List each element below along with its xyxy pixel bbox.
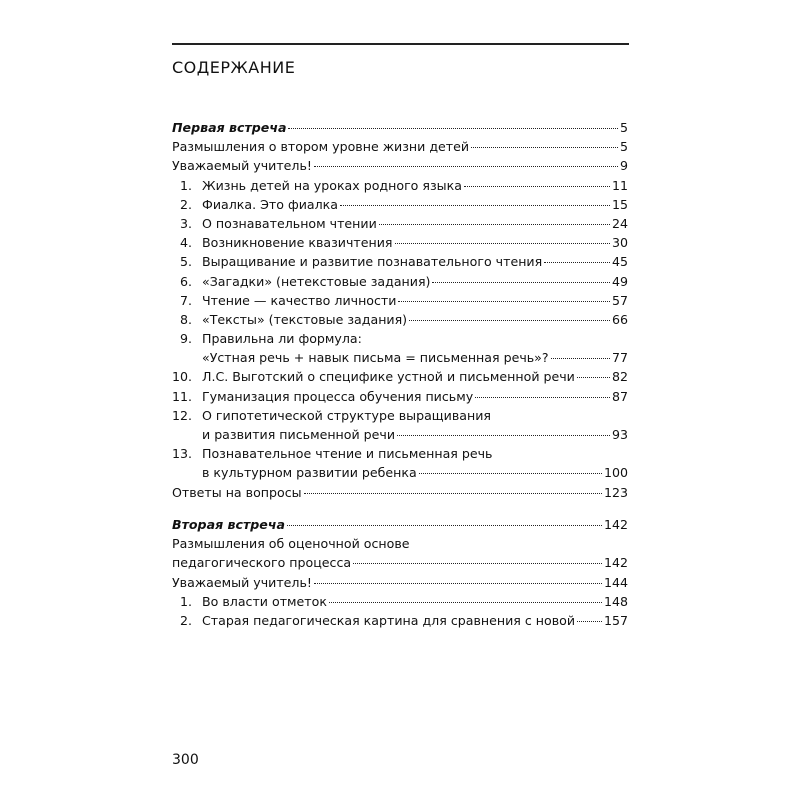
dot-leader — [304, 493, 602, 494]
toc-entry-continuation — [172, 348, 628, 367]
page-ref: 142 — [603, 555, 628, 571]
dot-leader — [577, 621, 602, 622]
entry-text: Л.С. Выготский о специфике устной и письменной речи — [202, 369, 575, 385]
toc-entry — [172, 534, 628, 553]
dot-leader — [398, 301, 610, 302]
page-ref: 15 — [611, 196, 628, 212]
toc-entry — [172, 156, 628, 175]
dot-leader — [409, 320, 610, 321]
toc-entry — [172, 272, 628, 291]
dot-leader — [471, 147, 618, 148]
entry-text: Познавательное чтение и письменная речь — [202, 446, 493, 462]
dot-leader — [464, 186, 610, 187]
dot-leader — [397, 435, 610, 436]
page-ref: 142 — [603, 517, 628, 532]
top-rule — [172, 43, 629, 45]
entry-text: «Устная речь + навык письма = письменная речь»? — [202, 350, 549, 366]
toc-entry — [172, 611, 628, 630]
toc-entry — [172, 406, 628, 425]
page-ref: 100 — [603, 465, 628, 481]
page-ref: 77 — [611, 350, 628, 366]
dot-leader — [287, 525, 602, 526]
toc-entry — [172, 329, 628, 348]
section-title: Первая встреча — [172, 120, 287, 135]
dot-leader — [577, 377, 610, 378]
toc-entry — [172, 310, 628, 329]
entry-text: Фиалка. Это фиалка — [202, 196, 339, 212]
entry-number: 3. — [179, 215, 192, 231]
toc-entry — [172, 233, 628, 252]
page-ref: 30 — [611, 235, 628, 251]
page-ref: 9 — [619, 158, 628, 174]
page-ref: 49 — [611, 273, 628, 289]
toc-entry-continuation — [172, 553, 628, 572]
page-ref: 157 — [603, 612, 628, 628]
entry-text: Жизнь детей на уроках родного языка — [202, 177, 462, 193]
entry-number: 1. — [179, 177, 192, 193]
entry-number: 10. — [172, 369, 193, 385]
page-number: 300 — [172, 752, 199, 768]
toc-entry — [172, 176, 628, 195]
entry-text: О гипотетической структуре выращивания — [202, 407, 491, 423]
entry-number: 2. — [179, 196, 192, 212]
toc-entry-continuation — [172, 463, 628, 482]
page-ref: 66 — [611, 311, 628, 327]
toc-section-title — [172, 515, 628, 534]
entry-number: 6. — [179, 273, 192, 289]
page-ref: 11 — [611, 177, 628, 193]
page-ref: 5 — [619, 120, 628, 135]
toc-entry — [172, 444, 628, 463]
entry-text: в культурном развитии ребенка — [202, 465, 417, 481]
page-ref: 5 — [619, 139, 628, 155]
dot-leader — [353, 563, 602, 564]
toc-entry — [172, 592, 628, 611]
page-ref: 82 — [611, 369, 628, 385]
toc-entry — [172, 214, 628, 233]
dot-leader — [314, 583, 602, 584]
entry-text: «Тексты» (текстовые задания) — [202, 311, 408, 327]
dot-leader — [379, 224, 610, 225]
dot-leader — [551, 358, 610, 359]
entry-text: Старая педагогическая картина для сравнения с новой — [202, 612, 576, 628]
toc-entry — [172, 387, 628, 406]
toc-entry — [172, 573, 628, 592]
toc-entry — [172, 137, 628, 156]
dot-leader — [395, 243, 610, 244]
toc-entry — [172, 483, 628, 502]
entry-number: 9. — [179, 331, 192, 347]
entry-number: 12. — [172, 407, 193, 423]
entry-text: Размышления о втором уровне жизни детей — [172, 139, 470, 155]
toc-entry — [172, 195, 628, 214]
toc-entry — [172, 291, 628, 310]
toc-entry — [172, 252, 628, 271]
entry-text: О познавательном чтении — [202, 215, 377, 231]
toc-section-2 — [172, 515, 628, 630]
entry-text: Выращивание и развитие познавательного чтения — [202, 254, 543, 270]
entry-number: 1. — [179, 593, 192, 609]
page-ref: 45 — [611, 254, 628, 270]
entry-text: «Загадки» (нетекстовые задания) — [202, 273, 431, 289]
entry-text: Ответы на вопросы — [172, 484, 302, 500]
dot-leader — [544, 262, 610, 263]
toc-heading: СОДЕРЖАНИЕ — [172, 58, 296, 77]
dot-leader — [329, 602, 602, 603]
entry-text: Во власти отметок — [202, 593, 327, 609]
entry-number: 13. — [172, 446, 193, 462]
dot-leader — [432, 282, 610, 283]
dot-leader — [475, 397, 610, 398]
entry-number: 7. — [179, 292, 192, 308]
entry-number: 11. — [172, 388, 193, 404]
entry-text: Уважаемый учитель! — [172, 158, 312, 174]
page-ref: 87 — [611, 388, 628, 404]
section-title: Вторая встреча — [172, 517, 285, 532]
entry-text: и развития письменной речи — [202, 427, 396, 442]
entry-text: Чтение — качество личности — [202, 292, 397, 308]
toc-section-title — [172, 118, 628, 137]
entry-text: Правильна ли формула: — [202, 331, 362, 347]
page-ref: 57 — [611, 292, 628, 308]
entry-text: педагогического процесса — [172, 555, 352, 571]
page-ref: 144 — [603, 574, 628, 590]
page-ref: 148 — [603, 593, 628, 609]
entry-number: 2. — [179, 612, 192, 628]
page-ref: 24 — [611, 215, 628, 231]
toc-section-1 — [172, 118, 628, 502]
dot-leader — [340, 205, 610, 206]
page-ref: 93 — [611, 427, 628, 442]
entry-number: 4. — [179, 235, 192, 251]
dot-leader — [314, 166, 618, 167]
dot-leader — [288, 128, 618, 129]
entry-number: 8. — [179, 311, 192, 327]
entry-text: Уважаемый учитель! — [172, 574, 312, 590]
dot-leader — [419, 473, 602, 474]
entry-number: 5. — [179, 254, 192, 270]
entry-text: Возникновение квазичтения — [202, 235, 393, 251]
entry-text: Гуманизация процесса обучения письму — [202, 388, 474, 404]
toc-entry-continuation — [172, 425, 628, 444]
toc-entry — [172, 367, 628, 386]
entry-text: Размышления об оценочной основе — [172, 536, 410, 552]
page-ref: 123 — [603, 484, 628, 500]
